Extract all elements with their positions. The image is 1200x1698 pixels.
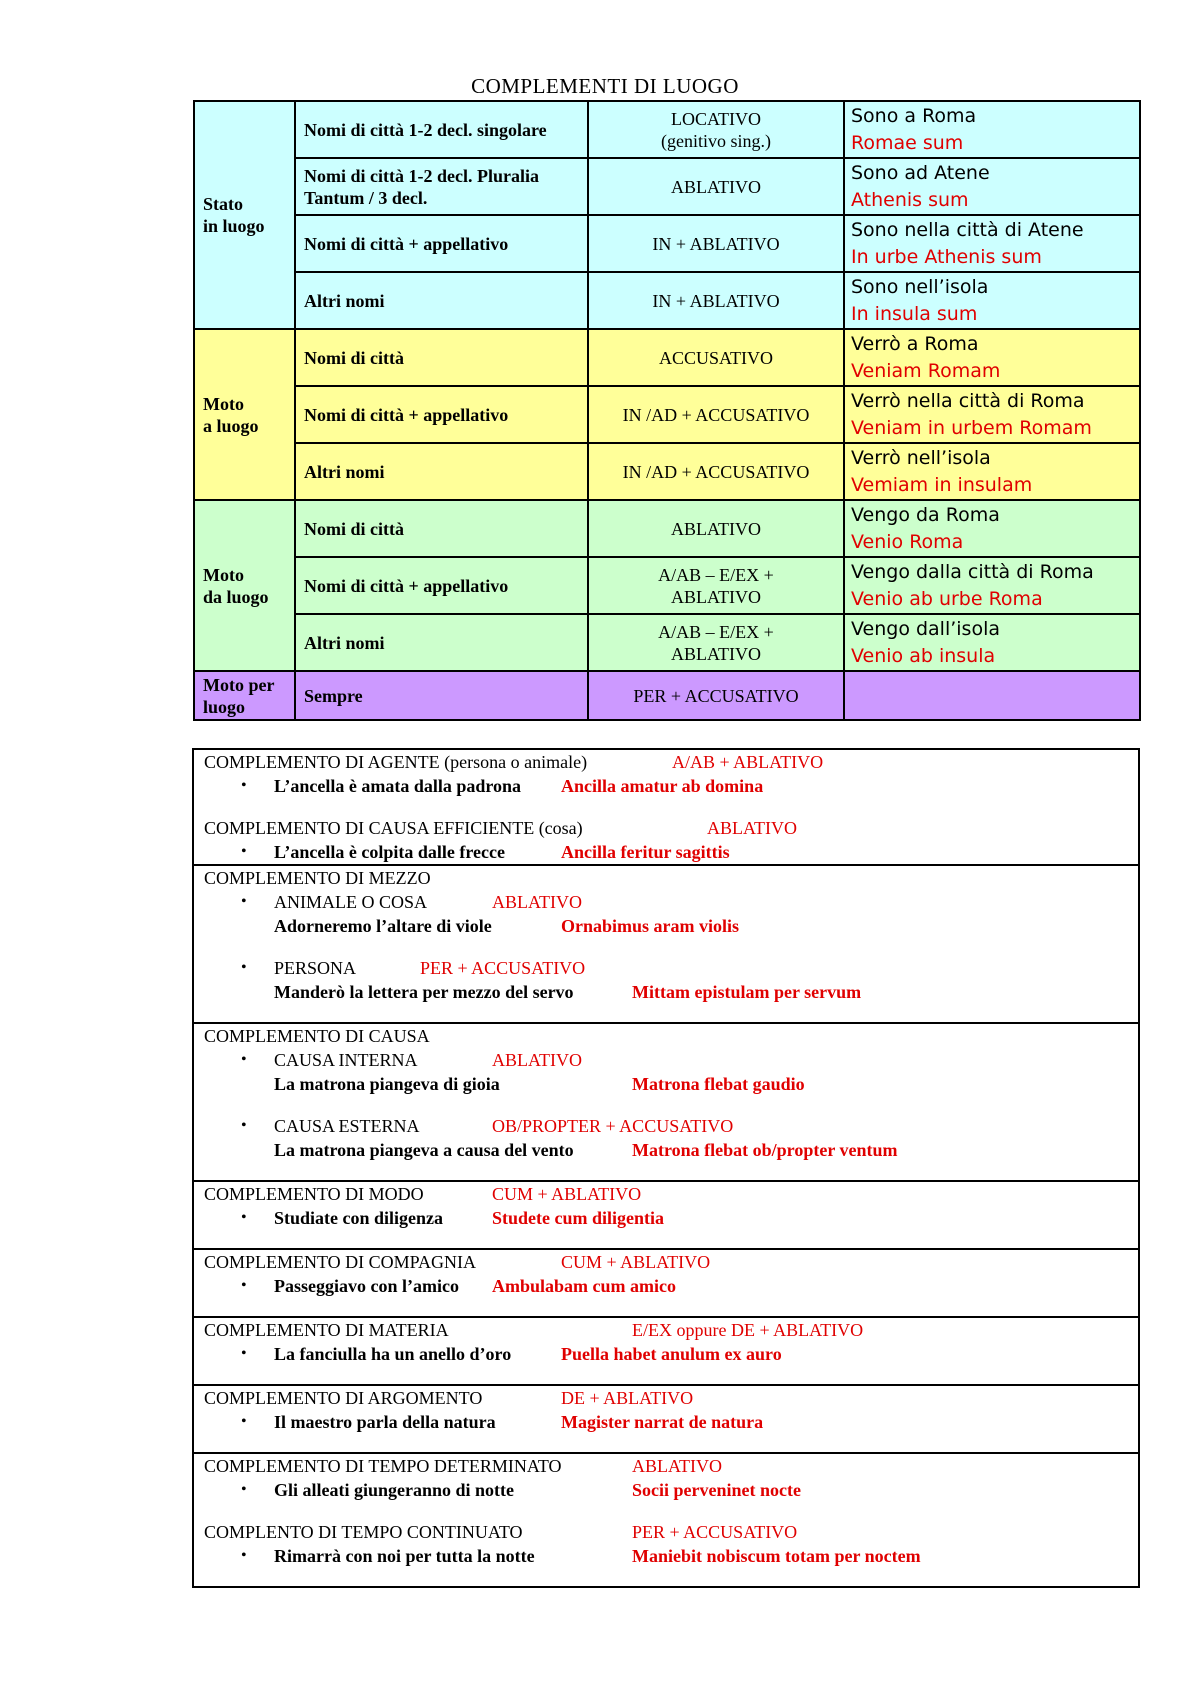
section-line — [204, 1410, 1128, 1434]
category-label: da luogo — [203, 586, 269, 607]
esempio-latino: Athenis sum — [851, 188, 969, 211]
bullet-icon: • — [241, 843, 247, 860]
bullet-icon: • — [241, 1547, 247, 1564]
spacer — [204, 1096, 1128, 1114]
esempio-cell — [844, 215, 1140, 272]
esempio-latino: Venio ab insula — [851, 644, 996, 667]
nomi-cell — [295, 386, 588, 443]
section-line — [204, 1072, 1128, 1096]
esempio-cell — [844, 557, 1140, 614]
complementi-box — [192, 748, 1140, 1588]
section-line — [204, 816, 1128, 840]
esempio-latino: Veniam in urbem Romam — [851, 416, 1092, 439]
caso-cell — [588, 443, 844, 500]
nomi-label: Nomi di città — [304, 518, 404, 539]
esempio-latino: Venio Roma — [851, 530, 964, 553]
caso-cell — [588, 215, 844, 272]
esempio-cell — [844, 101, 1140, 158]
example-italian: Rimarrà con noi per tutta la notte — [274, 1546, 535, 1566]
complemento-section — [194, 1316, 1138, 1384]
caso-label: IN /AD + ACCUSATIVO — [622, 404, 810, 425]
section-line — [204, 1342, 1128, 1366]
luogo-row — [194, 272, 1140, 329]
bullet-icon: • — [241, 1209, 247, 1226]
example-latin: Ornabimus aram violis — [561, 916, 740, 936]
complemento-section — [194, 1384, 1138, 1452]
esempio-italiano: Sono ad Atene — [851, 161, 990, 184]
nomi-label: Nomi di città + appellativo — [304, 233, 509, 254]
category-label: Stato — [203, 194, 243, 214]
complemento-heading: COMPLEMENTO DI AGENTE (persona o animale) — [204, 752, 588, 772]
bullet-icon: • — [241, 1413, 247, 1430]
bullet-icon: • — [241, 893, 247, 910]
luogo-row — [194, 557, 1140, 614]
nomi-label: Altri nomi — [304, 290, 385, 311]
luogo-row — [194, 386, 1140, 443]
subtype-label: ANIMALE O COSA — [274, 892, 427, 912]
caso-label: A/AB – E/EX + — [658, 621, 774, 642]
section-line — [204, 1274, 1128, 1298]
spacer — [204, 1434, 1128, 1452]
caso-cell — [588, 329, 844, 386]
case-rule: PER + ACCUSATIVO — [420, 958, 586, 978]
nomi-label: Nomi di città + appellativo — [304, 404, 509, 425]
section-line — [204, 980, 1128, 1004]
example-latin: Magister narrat de natura — [561, 1412, 764, 1432]
esempio-cell — [844, 443, 1140, 500]
spacer — [204, 938, 1128, 956]
nomi-cell — [295, 557, 588, 614]
esempio-latino: In urbe Athenis sum — [851, 245, 1042, 268]
example-italian: L’ancella è colpita dalle frecce — [274, 842, 505, 862]
example-latin: Matrona flebat ob/propter ventum — [632, 1140, 898, 1160]
section-line — [204, 1138, 1128, 1162]
caso-cell — [588, 158, 844, 215]
example-latin: Ancilla feritur sagittis — [561, 842, 730, 862]
example-italian: Adorneremo l’altare di viole — [274, 916, 492, 936]
spacer — [204, 1568, 1128, 1586]
example-italian: Manderò la lettera per mezzo del servo — [274, 982, 574, 1002]
nomi-cell — [295, 272, 588, 329]
example-latin: Ambulabam cum amico — [492, 1276, 676, 1296]
complemento-section — [194, 1180, 1138, 1248]
esempio-latino: Vemiam in insulam — [851, 473, 1033, 496]
complemento-heading: COMPLEMENTO DI COMPAGNIA — [204, 1252, 477, 1272]
example-latin: Puella habet anulum ex auro — [561, 1344, 782, 1364]
nomi-cell — [295, 671, 588, 720]
category-label: Moto — [203, 393, 244, 414]
category-cell — [194, 671, 295, 720]
spacer — [204, 1004, 1128, 1022]
spacer — [204, 1162, 1128, 1180]
page-title: COMPLEMENTI DI LUOGO — [471, 74, 739, 98]
category-cell — [194, 101, 295, 329]
caso-label: A/AB – E/EX + — [658, 564, 774, 585]
case-rule: DE + ABLATIVO — [561, 1388, 694, 1408]
nomi-cell — [295, 500, 588, 557]
esempio-latino: In insula sum — [851, 302, 978, 325]
section-line — [204, 750, 1128, 774]
spacer — [204, 798, 1128, 816]
case-rule: ABLATIVO — [707, 818, 797, 838]
esempio-italiano: Sono a Roma — [851, 104, 977, 127]
case-rule: A/AB + ABLATIVO — [672, 752, 824, 772]
case-rule: E/EX oppure DE + ABLATIVO — [632, 1320, 864, 1340]
example-italian: La matrona piangeva a causa del vento — [274, 1140, 574, 1160]
caso-cell — [588, 101, 844, 158]
complemento-section — [194, 864, 1138, 1022]
luogo-row — [194, 329, 1140, 386]
section-line — [204, 1048, 1128, 1072]
section-line — [204, 866, 1128, 890]
complemento-heading: COMPLEMENTO DI MEZZO — [204, 868, 431, 888]
nomi-cell — [295, 329, 588, 386]
caso-label: ABLATIVO — [671, 586, 761, 607]
esempio-latino: Venio ab urbe Roma — [851, 587, 1043, 610]
section-line — [204, 774, 1128, 798]
subtype-label: CAUSA ESTERNA — [274, 1116, 420, 1136]
case-rule: ABLATIVO — [632, 1456, 722, 1476]
caso-label: IN /AD + ACCUSATIVO — [622, 461, 810, 482]
esempio-latino: Veniam Romam — [851, 359, 1001, 382]
complemento-section — [194, 1248, 1138, 1316]
luogo-row — [194, 101, 1140, 158]
caso-cell — [588, 386, 844, 443]
category-label: a luogo — [203, 415, 259, 436]
nomi-label: Nomi di città 1-2 decl. Pluralia — [304, 165, 539, 186]
nomi-label: Sempre — [304, 685, 363, 706]
category-cell — [194, 329, 295, 500]
example-latin: Socii perveninet nocte — [632, 1480, 801, 1500]
complemento-heading: COMPLEMENTO DI TEMPO DETERMINATO — [204, 1456, 562, 1476]
luogo-row — [194, 443, 1140, 500]
nomi-label: Nomi di città 1-2 decl. singolare — [304, 119, 547, 140]
esempio-cell — [844, 500, 1140, 557]
caso-cell — [588, 614, 844, 671]
case-rule: CUM + ABLATIVO — [561, 1252, 711, 1272]
esempio-cell — [844, 386, 1140, 443]
nomi-cell — [295, 614, 588, 671]
section-line — [204, 1114, 1128, 1138]
category-label: Moto — [203, 564, 244, 585]
category-label: in luogo — [203, 216, 265, 236]
case-rule: ABLATIVO — [492, 1050, 582, 1070]
esempio-italiano: Verrò nell’isola — [851, 446, 991, 469]
complemento-heading: COMPLENTO DI TEMPO CONTINUATO — [204, 1522, 523, 1542]
esempio-latino: Romae sum — [851, 131, 964, 154]
example-latin: Ancilla amatur ab domina — [561, 776, 764, 796]
nomi-cell — [295, 101, 588, 158]
category-cell — [194, 500, 295, 671]
caso-label: PER + ACCUSATIVO — [633, 685, 799, 706]
section-line — [204, 1544, 1128, 1568]
section-line — [204, 914, 1128, 938]
section-line — [204, 1024, 1128, 1048]
spacer — [204, 1366, 1128, 1384]
caso-label: IN + ABLATIVO — [652, 290, 780, 311]
section-line — [204, 956, 1128, 980]
luogo-row — [194, 158, 1140, 215]
case-rule: PER + ACCUSATIVO — [632, 1522, 798, 1542]
bullet-icon: • — [241, 1481, 247, 1498]
case-rule: OB/PROPTER + ACCUSATIVO — [492, 1116, 734, 1136]
esempio-italiano: Vengo dall’isola — [851, 617, 1001, 640]
esempio-cell — [844, 614, 1140, 671]
complemento-section — [194, 1452, 1138, 1586]
section-line — [204, 1182, 1128, 1206]
category-label: luogo — [203, 696, 246, 717]
section-line — [204, 1318, 1128, 1342]
category-label: Moto per — [203, 674, 275, 695]
nomi-label: Altri nomi — [304, 461, 385, 482]
caso-label: IN + ABLATIVO — [652, 233, 780, 254]
section-line — [204, 1250, 1128, 1274]
complementi-luogo-table — [193, 100, 1141, 721]
section-line — [204, 840, 1128, 864]
nomi-label: Altri nomi — [304, 632, 385, 653]
esempio-italiano: Verrò nella città di Roma — [851, 389, 1085, 412]
spacer — [204, 1502, 1128, 1520]
bullet-icon: • — [241, 1117, 247, 1134]
example-latin: Matrona flebat gaudio — [632, 1074, 805, 1094]
nomi-cell — [295, 158, 588, 215]
caso-cell — [588, 500, 844, 557]
bullet-icon: • — [241, 1051, 247, 1068]
section-line — [204, 1206, 1128, 1230]
esempio-italiano: Sono nella città di Atene — [851, 218, 1084, 241]
example-latin: Studete cum diligentia — [492, 1208, 665, 1228]
esempio-cell — [844, 158, 1140, 215]
esempio-cell — [844, 272, 1140, 329]
complemento-heading: COMPLEMENTO DI CAUSA — [204, 1026, 430, 1046]
luogo-row — [194, 215, 1140, 272]
example-italian: Passeggiavo con l’amico — [274, 1276, 459, 1296]
example-italian: Gli alleati giungeranno di notte — [274, 1480, 515, 1500]
luogo-row — [194, 500, 1140, 557]
subtype-label: PERSONA — [274, 958, 357, 978]
complemento-heading: COMPLEMENTO DI MODO — [204, 1184, 424, 1204]
luogo-row — [194, 671, 1140, 720]
esempio-italiano: Sono nell’isola — [851, 275, 989, 298]
complemento-heading: COMPLEMENTO DI MATERIA — [204, 1320, 449, 1340]
complemento-heading: COMPLEMENTO DI CAUSA EFFICIENTE (cosa) — [204, 818, 583, 838]
luogo-row — [194, 614, 1140, 671]
example-italian: La matrona piangeva di gioia — [274, 1074, 500, 1094]
section-line — [204, 890, 1128, 914]
caso-cell — [588, 557, 844, 614]
complemento-section — [194, 1022, 1138, 1180]
subtype-label: CAUSA INTERNA — [274, 1050, 418, 1070]
nomi-label: Nomi di città + appellativo — [304, 575, 509, 596]
nomi-label: Tantum / 3 decl. — [304, 187, 428, 208]
section-line — [204, 1520, 1128, 1544]
complemento-section — [194, 750, 1138, 864]
section-line — [204, 1454, 1128, 1478]
bullet-icon: • — [241, 777, 247, 794]
caso-label: LOCATIVO — [671, 108, 761, 129]
caso-cell — [588, 272, 844, 329]
example-italian: Il maestro parla della natura — [274, 1412, 496, 1432]
nomi-cell — [295, 443, 588, 500]
bullet-icon: • — [241, 1345, 247, 1362]
nomi-cell — [295, 215, 588, 272]
esempio-cell — [844, 671, 1140, 720]
complemento-heading: COMPLEMENTO DI ARGOMENTO — [204, 1388, 483, 1408]
example-latin: Mittam epistulam per servum — [632, 982, 862, 1002]
caso-label: (genitivo sing.) — [661, 130, 771, 151]
esempio-cell — [844, 329, 1140, 386]
spacer — [204, 1230, 1128, 1248]
section-line — [204, 1478, 1128, 1502]
caso-label: ABLATIVO — [671, 518, 761, 539]
esempio-italiano: Vengo dalla città di Roma — [851, 560, 1094, 583]
spacer — [204, 1298, 1128, 1316]
caso-label: ABLATIVO — [671, 176, 761, 197]
example-italian: L’ancella è amata dalla padrona — [274, 776, 522, 796]
bullet-icon: • — [241, 959, 247, 976]
example-latin: Maniebit nobiscum totam per noctem — [632, 1546, 921, 1566]
esempio-italiano: Vengo da Roma — [851, 503, 1000, 526]
example-italian: Studiate con diligenza — [274, 1208, 444, 1228]
case-rule: ABLATIVO — [492, 892, 582, 912]
caso-cell — [588, 671, 844, 720]
esempio-italiano: Verrò a Roma — [851, 332, 979, 355]
bullet-icon: • — [241, 1277, 247, 1294]
case-rule: CUM + ABLATIVO — [492, 1184, 642, 1204]
caso-label: ACCUSATIVO — [658, 347, 773, 368]
example-italian: La fanciulla ha un anello d’oro — [274, 1344, 512, 1364]
caso-label: ABLATIVO — [671, 643, 761, 664]
nomi-label: Nomi di città — [304, 347, 404, 368]
section-line — [204, 1386, 1128, 1410]
